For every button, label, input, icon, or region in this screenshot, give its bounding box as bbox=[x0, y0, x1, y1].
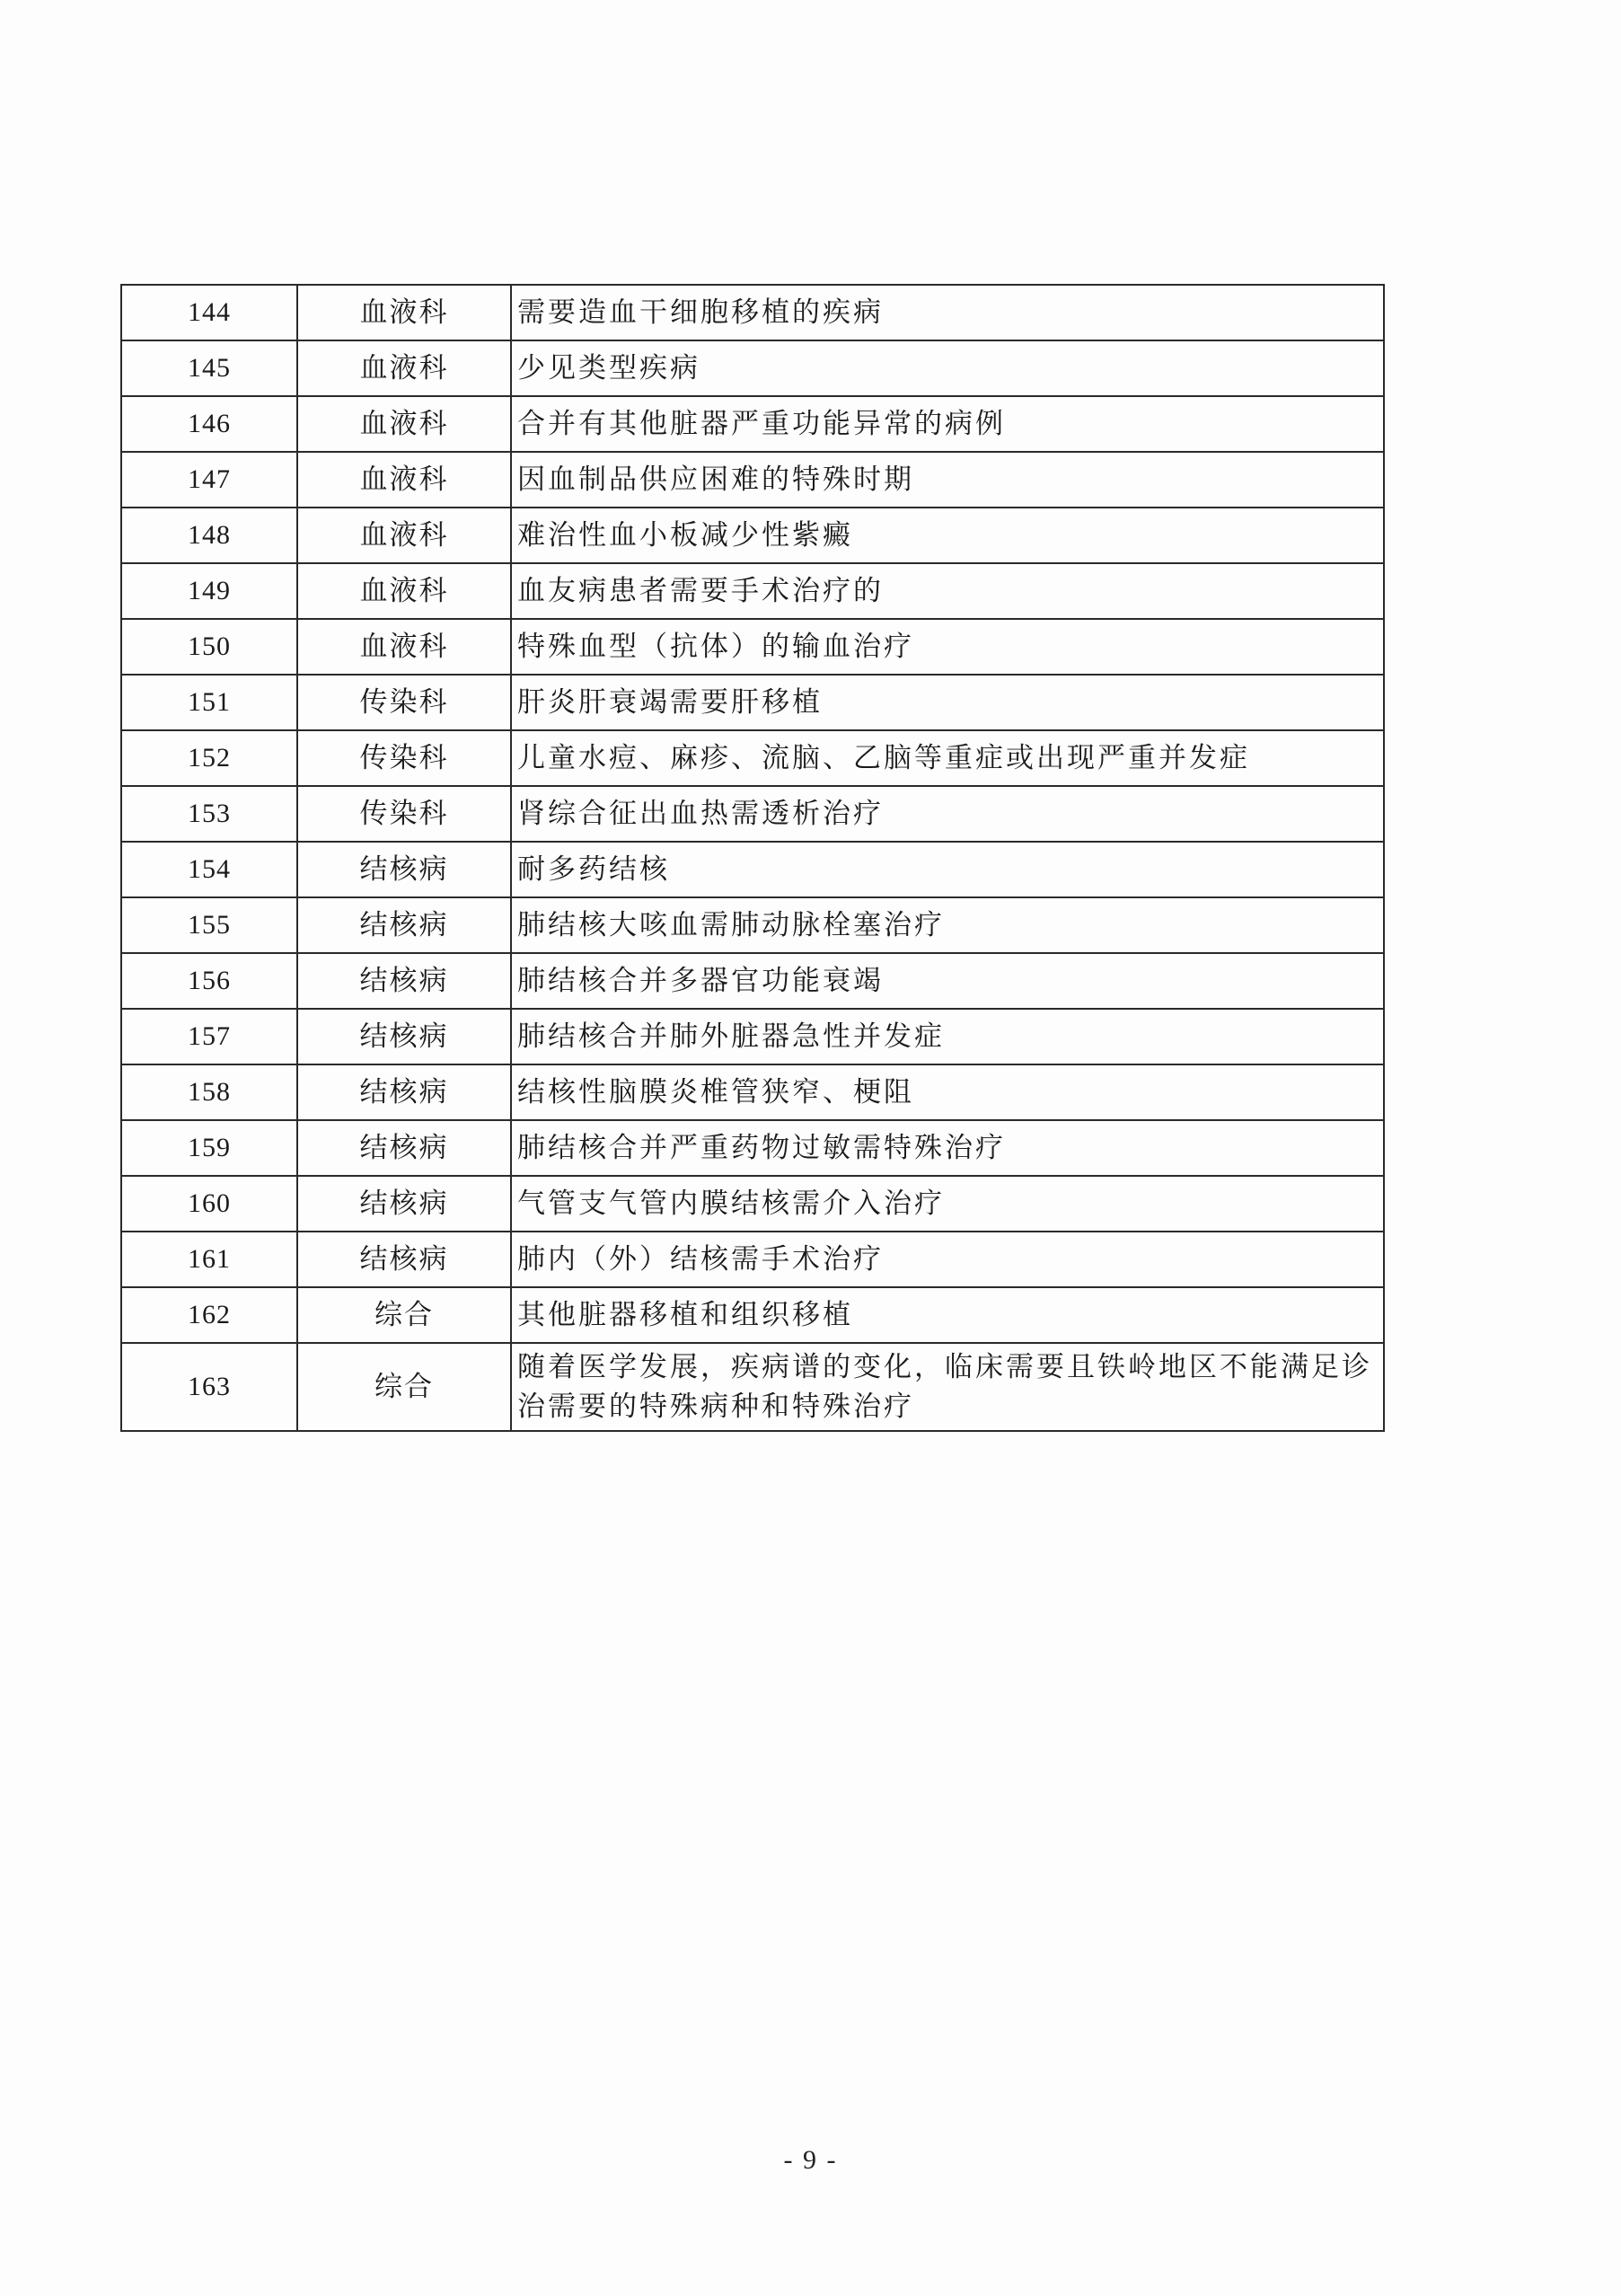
table-row bbox=[121, 675, 1384, 730]
table-row bbox=[121, 1232, 1384, 1287]
department: 结核病 bbox=[297, 897, 511, 953]
table-row bbox=[121, 842, 1384, 897]
disease-description: 血友病患者需要手术治疗的 bbox=[511, 563, 1384, 619]
row-number: 161 bbox=[121, 1232, 297, 1287]
department: 传染科 bbox=[297, 730, 511, 786]
disease-description: 结核性脑膜炎椎管狭窄、梗阻 bbox=[511, 1064, 1384, 1120]
disease-description: 需要造血干细胞移植的疾病 bbox=[511, 285, 1384, 340]
row-number: 148 bbox=[121, 508, 297, 563]
disease-description: 儿童水痘、麻疹、流脑、乙脑等重症或出现严重并发症 bbox=[511, 730, 1384, 786]
disease-description: 因血制品供应困难的特殊时期 bbox=[511, 452, 1384, 508]
table-row bbox=[121, 508, 1384, 563]
department: 结核病 bbox=[297, 953, 511, 1009]
department: 结核病 bbox=[297, 1009, 511, 1064]
disease-description: 肾综合征出血热需透析治疗 bbox=[511, 786, 1384, 842]
disease-description: 肺结核合并严重药物过敏需特殊治疗 bbox=[511, 1120, 1384, 1176]
disease-description: 特殊血型（抗体）的输血治疗 bbox=[511, 619, 1384, 675]
row-number: 147 bbox=[121, 452, 297, 508]
table-row bbox=[121, 619, 1384, 675]
disease-description: 肝炎肝衰竭需要肝移植 bbox=[511, 675, 1384, 730]
row-number: 156 bbox=[121, 953, 297, 1009]
department: 血液科 bbox=[297, 396, 511, 452]
disease-description: 难治性血小板减少性紫癜 bbox=[511, 508, 1384, 563]
department: 结核病 bbox=[297, 1064, 511, 1120]
disease-table-body bbox=[121, 285, 1384, 1431]
row-number: 152 bbox=[121, 730, 297, 786]
disease-description: 其他脏器移植和组织移植 bbox=[511, 1287, 1384, 1343]
table-row bbox=[121, 452, 1384, 508]
disease-description: 肺结核合并多器官功能衰竭 bbox=[511, 953, 1384, 1009]
page-number: - 9 - bbox=[783, 2145, 838, 2175]
table-row bbox=[121, 953, 1384, 1009]
department: 传染科 bbox=[297, 675, 511, 730]
department: 传染科 bbox=[297, 786, 511, 842]
table-row bbox=[121, 1176, 1384, 1232]
row-number: 146 bbox=[121, 396, 297, 452]
row-number: 155 bbox=[121, 897, 297, 953]
table-row bbox=[121, 897, 1384, 953]
disease-description: 肺结核大咳血需肺动脉栓塞治疗 bbox=[511, 897, 1384, 953]
department: 血液科 bbox=[297, 285, 511, 340]
department: 血液科 bbox=[297, 340, 511, 396]
disease-description: 合并有其他脏器严重功能异常的病例 bbox=[511, 396, 1384, 452]
row-number: 159 bbox=[121, 1120, 297, 1176]
table-row bbox=[121, 340, 1384, 396]
row-number: 158 bbox=[121, 1064, 297, 1120]
row-number: 144 bbox=[121, 285, 297, 340]
department: 结核病 bbox=[297, 842, 511, 897]
table-row bbox=[121, 786, 1384, 842]
disease-description: 气管支气管内膜结核需介入治疗 bbox=[511, 1176, 1384, 1232]
row-number: 157 bbox=[121, 1009, 297, 1064]
department: 结核病 bbox=[297, 1232, 511, 1287]
department: 综合 bbox=[297, 1287, 511, 1343]
department: 血液科 bbox=[297, 563, 511, 619]
department: 结核病 bbox=[297, 1176, 511, 1232]
disease-description: 肺内（外）结核需手术治疗 bbox=[511, 1232, 1384, 1287]
table-row bbox=[121, 1287, 1384, 1343]
row-number: 145 bbox=[121, 340, 297, 396]
table-row bbox=[121, 1120, 1384, 1176]
table-row bbox=[121, 1009, 1384, 1064]
table-row bbox=[121, 1064, 1384, 1120]
row-number: 153 bbox=[121, 786, 297, 842]
row-number: 151 bbox=[121, 675, 297, 730]
disease-description: 肺结核合并肺外脏器急性并发症 bbox=[511, 1009, 1384, 1064]
department: 血液科 bbox=[297, 508, 511, 563]
row-number: 163 bbox=[121, 1343, 297, 1431]
row-number: 150 bbox=[121, 619, 297, 675]
table-row bbox=[121, 563, 1384, 619]
disease-description: 随着医学发展，疾病谱的变化，临床需要且铁岭地区不能满足诊治需要的特殊病种和特殊治疗 bbox=[511, 1343, 1384, 1431]
disease-description: 耐多药结核 bbox=[511, 842, 1384, 897]
row-number: 149 bbox=[121, 563, 297, 619]
department: 结核病 bbox=[297, 1120, 511, 1176]
department: 综合 bbox=[297, 1343, 511, 1431]
department: 血液科 bbox=[297, 619, 511, 675]
table-row bbox=[121, 396, 1384, 452]
department: 血液科 bbox=[297, 452, 511, 508]
row-number: 162 bbox=[121, 1287, 297, 1343]
table-row bbox=[121, 285, 1384, 340]
disease-table bbox=[120, 284, 1385, 1432]
row-number: 154 bbox=[121, 842, 297, 897]
row-number: 160 bbox=[121, 1176, 297, 1232]
disease-description: 少见类型疾病 bbox=[511, 340, 1384, 396]
table-row bbox=[121, 1343, 1384, 1431]
table-row bbox=[121, 730, 1384, 786]
